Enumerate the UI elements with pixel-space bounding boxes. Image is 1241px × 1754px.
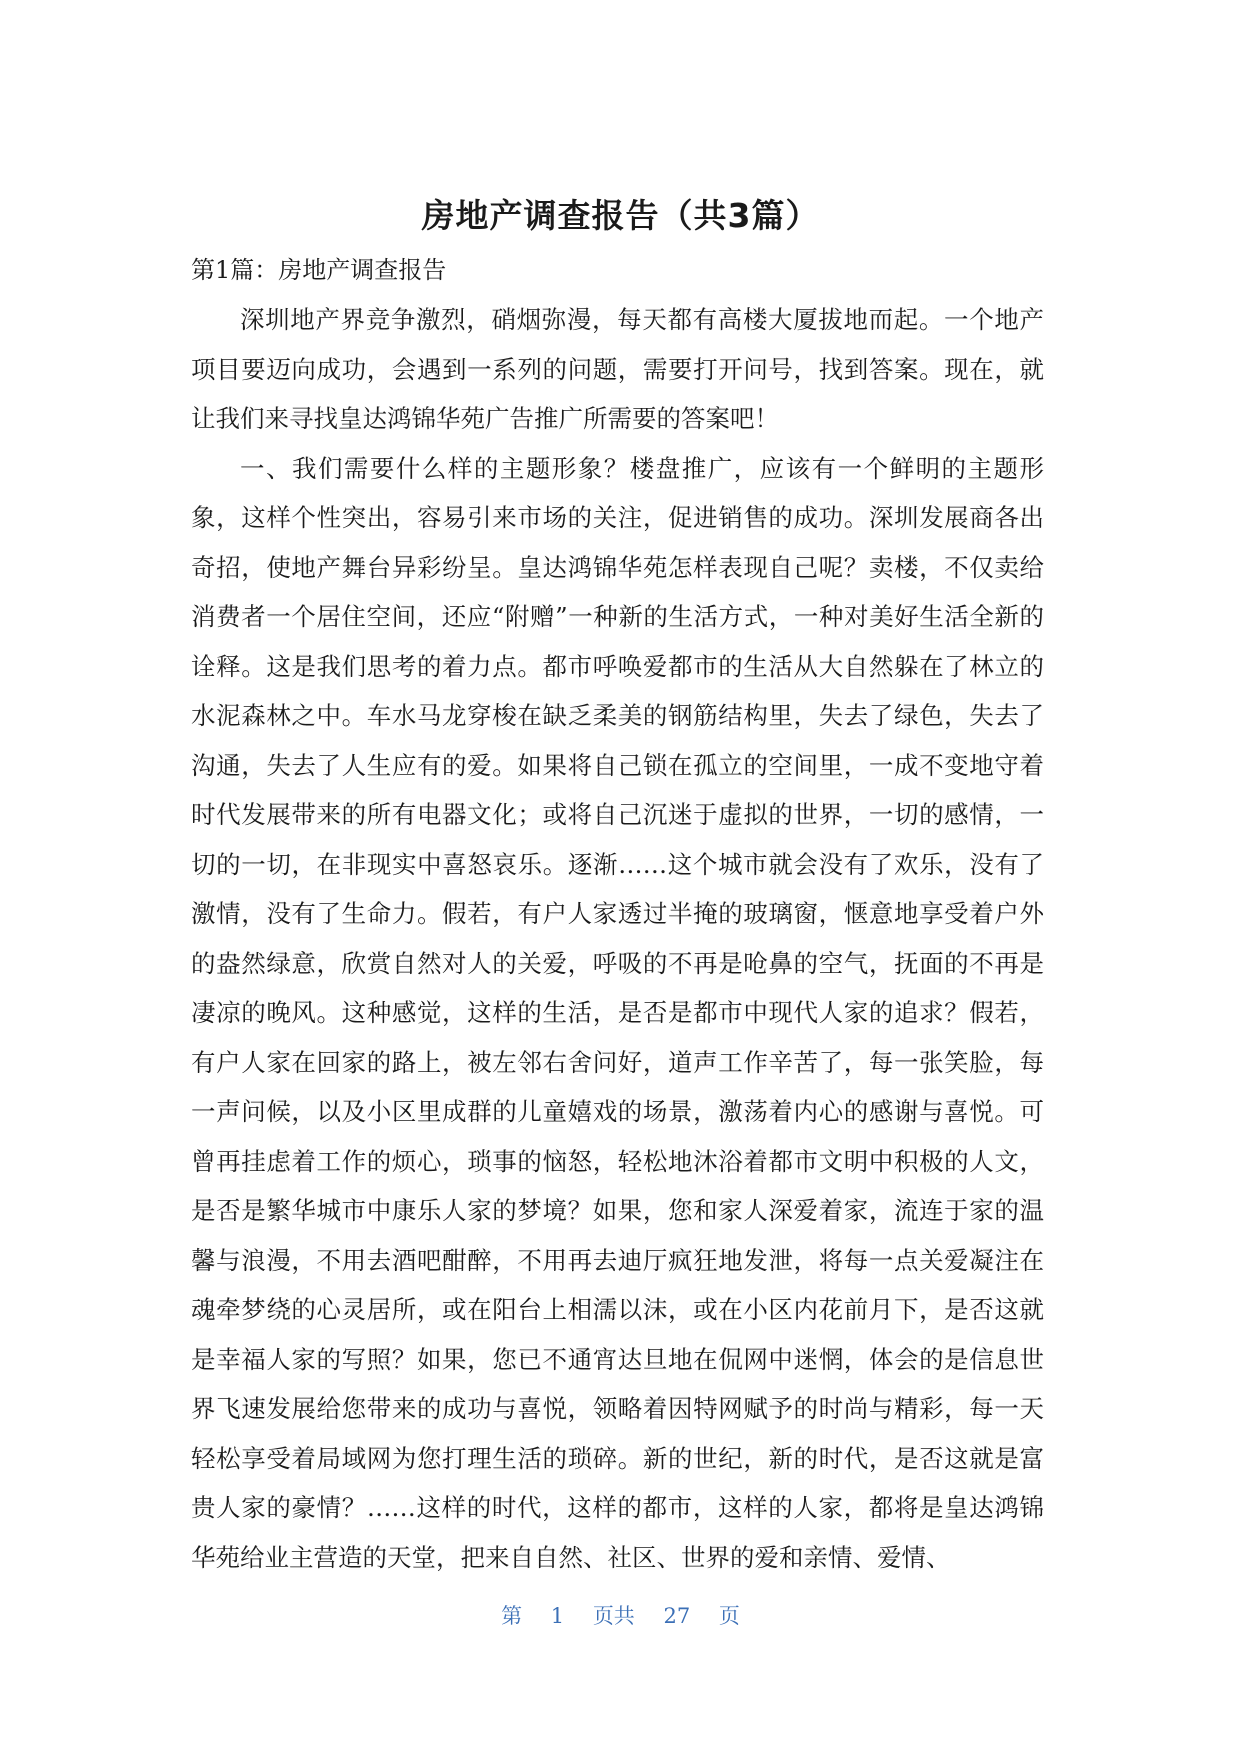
footer-current-page: 1 <box>550 1604 565 1628</box>
section-heading: 第1篇：房地产调查报告 <box>191 256 447 284</box>
footer-label-of: 页共 <box>592 1604 635 1628</box>
footer-label-end: 页 <box>718 1604 740 1628</box>
document-body <box>191 295 1044 1582</box>
document-title: 房地产调查报告（共3篇） <box>421 196 820 235</box>
page-footer <box>0 1600 1241 1630</box>
paragraph: 一、我们需要什么样的主题形象？楼盘推广，应该有一个鲜明的主题形象，这样个性突出，容易引来市场的关注，促进销售的成功。深圳发展商各出奇招，使地产舞台异彩纷呈。皇达鸿锦华苑怎样表现自己呢？卖楼，不仅卖给消费者一个居住空间，还应“附赠”一种新的生活方式，一种对美好生活全新的诠释。这是我们思考的着力点。都市呼唤爱都市的生活从大自然躲在了林立的水泥森林之中。车水马龙穿梭在缺乏柔美的钢筋结构里，失去了绿色，失去了沟通，失去了人生应有的爱。如果将自己锁在孤立的空间里，一成不变地守着时代发展带来的所有电器文化；或将自己沉迷于虚拟的世界，一切的感情，一切的一切，在非现实中喜怒哀乐。逐渐……这个城市就会没有了欢乐，没有了激情，没有了生命力。假若，有户人家透过半掩的玻璃窗，惬意地享受着户外的盎然绿意，欣赏自然对人的关爱，呼吸的不再是呛鼻的空气，抚面的不再是凄凉的晚风。这种感觉，这样的生活，是否是都市中现代人家的追求？假若，有户人家在回家的路上，被左邻右舍问好，道声工作辛苦了，每一张笑脸，每一声问候，以及小区里成群的儿童嬉戏的场景，激荡着内心的感谢与喜悦。可曾再挂虑着工作的烦心，琐事的恼怒，轻松地沐浴着都市文明中积极的人文，是否是繁华城市中康乐人家的梦境？如果，您和家人深爱着家，流连于家的温馨与浪漫，不用去酒吧酣醉，不用再去迪厅疯狂地发泄，将每一点关爱凝注在魂牵梦绕的心灵居所，或在阳台上相濡以沫，或在小区内花前月下，是否这就是幸福人家的写照？如果，您已不通宵达旦地在侃网中迷惘，体会的是信息世界飞速发展给您带来的成功与喜悦，领略着因特网赋予的时尚与精彩，每一天轻松享受着局域网为您打理生活的琐碎。新的世纪，新的时代，是否这就是富贵人家的豪情？……这样的时代，这样的都市，这样的人家，都将是皇达鸿锦华苑给业主营造的天堂，把来自自然、社区、世界的爱和亲情、爱情、 <box>191 453 1044 1572</box>
footer-total-pages: 27 <box>663 1604 691 1628</box>
footer-label-page: 第 <box>501 1604 523 1628</box>
paragraph: 深圳地产界竞争激烈，硝烟弥漫，每天都有高楼大厦拔地而起。一个地产项目要迈向成功，会遇到一系列的问题，需要打开问号，找到答案。现在，就让我们来寻找皇达鸿锦华苑广告推广所需要的答案吧！ <box>191 305 1044 433</box>
